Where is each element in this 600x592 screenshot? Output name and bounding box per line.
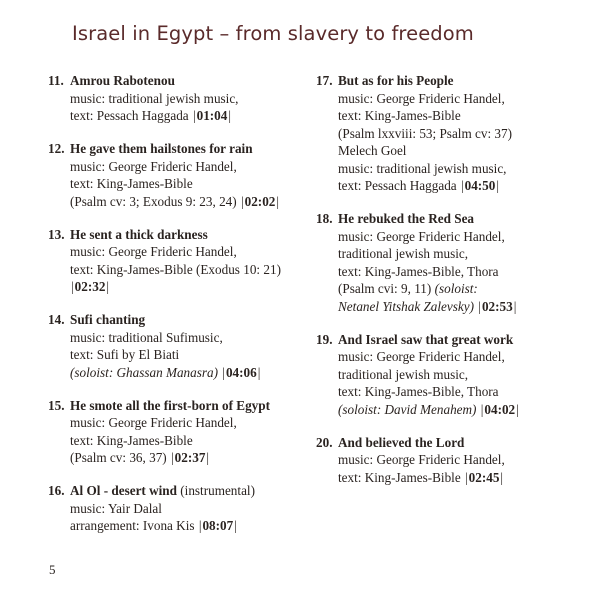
track-item: [316, 210, 588, 315]
track-title-note: (instrumental): [176, 483, 255, 498]
credit-text: text: Pessach Haggada: [70, 108, 192, 123]
page-number: 5: [49, 562, 56, 577]
track-number: 15.: [48, 397, 65, 413]
credit-text: music: George Frideric Handel,: [338, 349, 505, 364]
track-item: [48, 311, 310, 381]
duration-bar-close: |: [496, 178, 500, 193]
duration-bar-close: |: [500, 469, 504, 485]
track-heading: [316, 72, 588, 90]
credit-text: music: traditional Sufimusic,: [70, 329, 223, 345]
track-title: Al Ol - desert wind: [70, 483, 177, 498]
credit-line: [70, 243, 310, 261]
credit-line: [338, 125, 588, 143]
credit-line: [338, 383, 588, 401]
credit-text: music: George Frideric Handel,: [338, 90, 505, 106]
credit-line: [338, 245, 588, 263]
track-heading: [48, 226, 310, 244]
credit-line: [70, 90, 310, 108]
track-number: 12.: [48, 141, 65, 156]
duration-bar-open: |: [478, 298, 481, 314]
track-credits: [48, 500, 310, 535]
duration-bar-close: |: [516, 401, 519, 417]
tracklist-left-column: [48, 72, 310, 550]
credit-text: music: George Frideric Handel,: [338, 228, 505, 244]
credit-line: [70, 517, 310, 535]
credit-line: [338, 177, 588, 195]
track-heading: [48, 311, 310, 329]
track-number: 13.: [48, 226, 65, 242]
credit-text: music: George Frideric Handel,: [338, 452, 505, 467]
track-credits: [316, 90, 588, 195]
credit-line: [338, 401, 588, 419]
credit-text: text: Pessach Haggada: [338, 178, 460, 193]
track-title: And Israel saw that great work: [338, 331, 514, 347]
track-duration: 02:32: [74, 279, 106, 294]
credit-text: music: George Frideric Handel,: [70, 415, 237, 430]
track-duration: 04:50: [464, 178, 496, 193]
credit-line: [338, 228, 588, 246]
track-title: He gave them hailstones for rain: [70, 141, 253, 156]
duration-bar-close: |: [234, 518, 237, 533]
credit-line: [338, 298, 588, 316]
credit-text: text: King-James-Bible: [70, 176, 193, 191]
duration-bar-open: |: [222, 364, 225, 380]
credit-text: music: George Frideric Handel,: [70, 158, 237, 174]
duration-bar-open: |: [171, 450, 174, 465]
track-item: [316, 331, 588, 419]
track-number: 11.: [48, 73, 64, 88]
track-number: 18.: [316, 211, 333, 226]
tracklist-right-column: [316, 72, 588, 502]
track-credits: [48, 329, 310, 382]
track-item: [48, 482, 310, 535]
track-credits: [48, 414, 310, 467]
credit-text: (Psalm cv: 36, 37): [70, 450, 170, 465]
track-title: But as for his People: [338, 73, 454, 88]
track-duration: 08:07: [202, 518, 234, 533]
track-duration: 02:53: [481, 298, 513, 314]
track-number: 14.: [48, 312, 65, 327]
soloist-credit: (soloist: David Menahem): [338, 401, 480, 417]
track-duration: 04:06: [225, 364, 257, 380]
credit-text: text: King-James-Bible (Exodus 10: 21): [70, 261, 281, 277]
credit-line: [70, 329, 310, 347]
credit-line: [338, 90, 588, 108]
track-heading: [48, 140, 310, 158]
credit-line: [338, 366, 588, 384]
credit-line: [70, 193, 310, 211]
track-heading: [316, 434, 588, 452]
credit-text: arrangement: Ivona Kis: [70, 518, 198, 533]
credit-text: traditional jewish music,: [338, 246, 469, 261]
track-duration: 02:37: [174, 450, 206, 465]
track-title: He sent a thick darkness: [70, 226, 208, 242]
track-credits: [48, 158, 310, 211]
track-item: [48, 397, 310, 467]
duration-bar-open: |: [198, 518, 202, 533]
duration-bar-close: |: [206, 450, 210, 465]
duration-bar-open: |: [71, 279, 74, 294]
track-number: 19.: [316, 331, 333, 347]
credit-text: music: traditional jewish music,: [338, 160, 507, 176]
credit-text: Melech Goel: [338, 143, 407, 158]
duration-bar-close: |: [513, 298, 517, 314]
credit-line: [338, 348, 588, 366]
credit-line: [70, 261, 310, 279]
credit-line: [70, 449, 310, 467]
duration-bar-open: |: [192, 108, 196, 123]
duration-bar-close: |: [257, 364, 261, 380]
credit-line: [70, 278, 310, 296]
credit-text: text: King-James-Bible, Thora: [338, 263, 499, 279]
soloist-credit: (soloist:: [434, 281, 478, 296]
track-item: [48, 72, 310, 125]
credit-line: [338, 160, 588, 178]
credit-line: [338, 469, 588, 487]
credit-line: [338, 280, 588, 298]
credit-text: text: King-James-Bible: [338, 108, 461, 123]
duration-bar-close: |: [276, 193, 280, 209]
duration-bar-open: |: [465, 469, 468, 485]
track-heading: [316, 210, 588, 228]
track-item: [316, 434, 588, 487]
track-number: 20.: [316, 434, 333, 450]
duration-bar-open: |: [460, 178, 464, 193]
credit-text: text: King-James-Bible: [338, 469, 464, 485]
track-heading: [48, 482, 310, 500]
credit-text: text: King-James-Bible: [70, 432, 193, 448]
track-credits: [316, 451, 588, 486]
credit-text: (Psalm cv: 3; Exodus 9: 23, 24): [70, 193, 240, 209]
duration-bar-open: |: [240, 193, 244, 209]
credit-text: traditional jewish music,: [338, 366, 469, 382]
track-credits: [316, 228, 588, 316]
track-heading: [316, 331, 588, 349]
credit-line: [338, 107, 588, 125]
credit-text: (Psalm lxxviii: 53; Psalm cv: 37): [338, 125, 513, 141]
track-credits: [316, 348, 588, 418]
track-title: And believed the Lord: [338, 434, 465, 450]
track-number: 17.: [316, 73, 333, 88]
duration-bar-open: |: [480, 401, 484, 417]
credit-line: [338, 142, 588, 160]
track-duration: 02:02: [244, 193, 276, 209]
page-title: Israel in Egypt – from slavery to freedom: [72, 22, 474, 45]
credit-line: [70, 158, 310, 176]
track-heading: [48, 397, 310, 415]
credit-line: [338, 451, 588, 469]
track-title: Sufi chanting: [70, 312, 146, 327]
credit-line: [70, 432, 310, 450]
track-item: [48, 226, 310, 296]
track-heading: [48, 72, 310, 90]
credit-text: text: King-James-Bible, Thora: [338, 384, 499, 399]
credit-text: music: Yair Dalal: [70, 500, 162, 516]
credit-text: music: George Frideric Handel,: [70, 244, 237, 259]
credit-line: [338, 263, 588, 281]
credit-line: [70, 500, 310, 518]
soloist-credit: (soloist: Ghassan Manasra): [70, 364, 222, 380]
track-item: [48, 140, 310, 210]
credit-line: [70, 414, 310, 432]
track-title: He rebuked the Red Sea: [338, 211, 475, 226]
credit-text: (Psalm cvi: 9, 11): [338, 281, 435, 296]
track-number: 16.: [48, 483, 65, 498]
credit-text: music: traditional jewish music,: [70, 90, 239, 106]
track-duration: 01:04: [196, 108, 228, 123]
soloist-credit: Netanel Yitshak Zalevsky): [338, 298, 478, 314]
duration-bar-close: |: [228, 108, 232, 123]
credit-text: text: Sufi by El Biati: [70, 347, 180, 362]
credit-line: [70, 107, 310, 125]
track-title: Amrou Rabotenou: [70, 73, 175, 88]
credit-line: [70, 346, 310, 364]
credit-line: [70, 364, 310, 382]
track-credits: [48, 90, 310, 125]
track-duration: 02:45: [468, 469, 500, 485]
credit-line: [70, 175, 310, 193]
track-credits: [48, 243, 310, 296]
duration-bar-close: |: [106, 279, 110, 294]
track-duration: 04:02: [484, 401, 516, 417]
track-item: [316, 72, 588, 195]
track-title: He smote all the first-born of Egypt: [70, 397, 270, 413]
